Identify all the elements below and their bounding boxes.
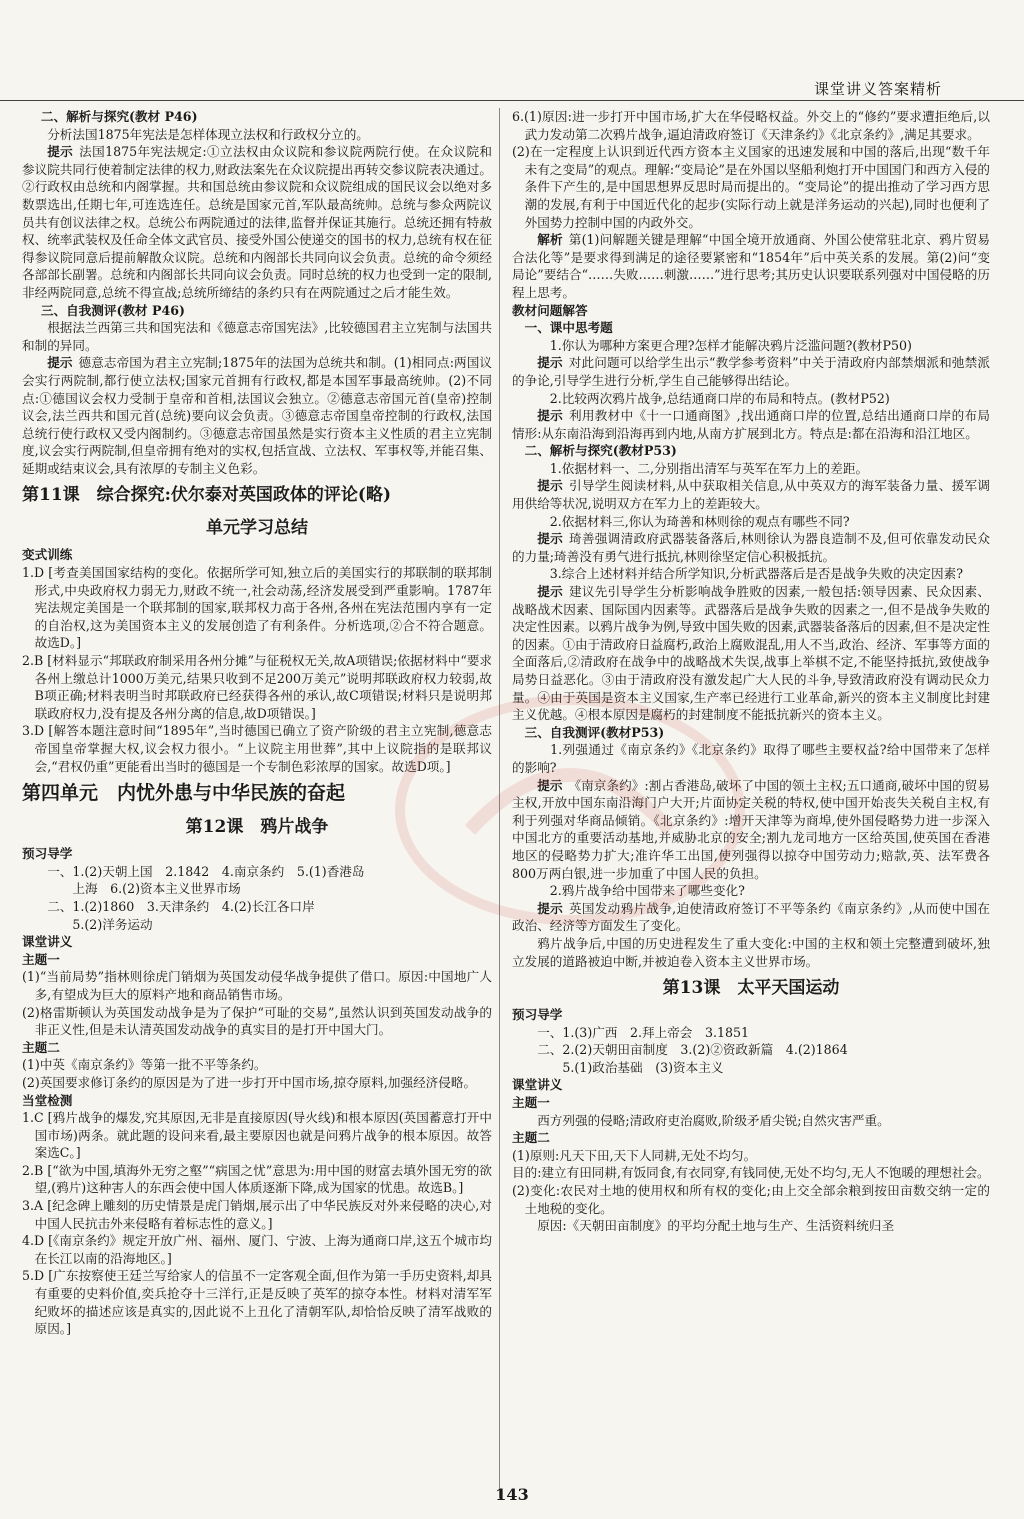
hint-paragraph [512,777,990,883]
paragraph: 原因:《天朝田亩制度》的平均分配土地与生产、生活资料统归圣 [537,1218,895,1234]
paragraph: 鸦片战争后,中国的历史进程发生了重大变化:中国的主权和领土完整遭到破坏,独立发展的道路被迫中断,并被迫卷入资本主义世界市场。 [512,935,990,969]
subheading: 二、解析与探究(教材P53) [512,443,677,459]
answer-item: (2)在一定程度上认识到近代西方资本主义国家的迅速发展和中国的落后,出现“数千年未有之变局”的观点。理解:“变局论”是在外国以坚船利炮打开中国国门和西方入侵的条件下产生的,是中国思想界反思时局而提出的。“变局论”的提出推动了学习西方思潮的发展,有利于中国近代化的起步(实际行动上就是洋务运动的兴起),同时也便利了外国势力控制中国的内政外交。 [512,144,990,230]
paragraph: 上海 6.(2)资本主义世界市场 [47,881,241,897]
answer-item: 1.C [鸦片战争的爆发,究其原因,无非是直接原因(导火线)和根本原因(英国蓄意打开中国市场)两条。就此题的设问来看,最主要原因也就是问鸦片战争的根本原因。故答案选C。] [22,1110,492,1161]
lesson-title: 单元学习总结 [206,518,308,539]
subheading: 预习导学 [512,1007,563,1023]
hint-label: 提示 [537,478,563,494]
hint-text: 法国1875年宪法规定:①立法权由众议院和参议院两院行使。在众议院和参议院共同行使着制定法律的权力,财政法案先在众议院提出再转交参议院表决通过。②行政权由总统和内阁掌握。共和国总统由参议院和众议院组成的国民议会以绝对多数票选出,任期七年,可连选连任。总统是国家元首,军队最高统帅。总统与参众两院议员共有创议法律之权。总统公布两院通过的法律,监督并保证其施行。总统还拥有特赦权、统率武装权及任命全体文武官员、接受外国公使递交的国书的权力,总统有权在征得参议院同意后提前解散众议院。总统和内阁部长共同向议会负责。总统的命令须经各部部长副署。总统和内阁部长共同向议会负责。同时总统的权力也受到一定的限制,非经两院同意,总统不得宣战;总统所缔结的条约只有在两院通过之后才能生效。 [22,144,493,300]
answer-item: 3.A [纪念碑上雕刻的历史情景是虎门销烟,展示出了中华民族反对外来侵略的决心,对中国人民抗击外来侵略有着标志性的意义。] [22,1198,492,1231]
lesson-title: 第13课 太平天国运动 [662,978,840,999]
hint-text: 建议先引导学生分析影响战争胜败的因素,一般包括:领导因素、民众因素、战略战术因素、国际国内因素等。武器落后是战争失败的因素之一,但不是战争失败的决定性因素。以鸦片战争为例,导致中国失败的因素,武器装备落后的因素,但不是决定性的因素。①由于清政府日益腐朽,政治上腐败混乱,用人不当,政治、经济、军事等方面的全面落后,②清政府在战争中的战略战术失误,战事上举棋不定,不能坚持抵抗,致使战争局势日益恶化。③由于清政府没有激发起广大人民的斗争,导致清政府没有调动民众力量。④由于英国是资本主义国家,生产率已经进行工业革命,新兴的资本主义制度比封建主义优越。④根本原因是腐朽的封建制度不能抵抗新兴的资本主义。 [512,584,990,723]
paragraph: 西方列强的侵略;清政府吏治腐败,阶级矛盾尖锐;自然灾害严重。 [537,1112,890,1128]
subheading: 课堂讲义 [22,934,73,950]
paragraph: 1.你认为哪种方案更合理?怎样才能解决鸦片泛滥问题?(教材P50) [537,337,912,353]
subheading: 预习导学 [22,846,73,862]
paragraph: 1.依据材料一、二,分别指出清军与英军在军力上的差距。 [537,460,869,476]
hint-label: 提示 [537,900,563,916]
subheading: 主题二 [512,1130,550,1146]
paragraph: 1.列强通过《南京条约》《北京条约》取得了哪些主要权益?给中国带来了怎样的影响? [512,742,990,775]
lesson-title: 第11课 综合探究:伏尔泰对英国政体的评论(略) [22,485,392,506]
paragraph: 一、1.(2)天朝上国 2.1842 4.南京条约 5.(1)香港岛 [47,863,365,879]
paragraph: 2.比较两次鸦片战争,总结通商口岸的布局和特点。(教材P52) [537,390,890,406]
hint-text: 引导学生阅读材料,从中获取相关信息,从中英双方的海军装备力量、援军调用供给等状况,说明双方在军力上的差距较大。 [512,478,990,512]
subheading: 当堂检测 [22,1092,73,1108]
answer-item: 4.D [《南京条约》规定开放广州、福州、厦门、宁波、上海为通商口岸,这五个城市均在长江以南的沿海地区。] [22,1233,492,1266]
hint-paragraph [512,407,990,442]
hint-paragraph [512,477,990,512]
section-heading: 二、解析与探究(教材 P46) [40,109,198,124]
page-number: 143 [495,1485,529,1504]
answer-item: (2)变化:农民对土地的使用权和所有权的变化;由上交全部余粮到按田亩数交纳一定的土地税的变化。 [512,1183,990,1216]
hint-label: 提示 [537,531,563,547]
paragraph: 3.综合上述材料并结合所学知识,分析武器落后是否是战争失败的决定因素? [537,566,963,582]
subheading: 主题二 [22,1039,60,1055]
answer-item: (1)原则:凡天下田,天下人同耕,无处不均匀。 [512,1147,757,1163]
section-heading: 三、自我测评(教材 P46) [40,302,185,318]
hint-text: 《南京条约》:割占香港岛,破坏了中国的领土主权;五口通商,破坏中国的贸易主权,开放中国东南沿海门户大开;片面协定关税的特权,使中国开始丧失关税自主权,有利于列强对华商品倾销。《北京条约》:增开天津等为商埠,使外国侵略势力进一步深入中国北方的重要活动基地,并威胁北京的安全;割九龙司地方一区给英国,使英国在香港地区的侵略势力扩大;准许华工出国,使列强得以掠夺中国劳动力;赔款,英、法军费各800万两白银,进一步加重了中国人民的负担。 [512,777,991,881]
hint-paragraph [512,530,990,565]
hint-text: 琦善强调清政府武器装备落后,林则徐认为器良造制不及,但可依靠发动民众的力量;琦善没有勇气进行抵抗,林则徐坚定信心积极抵抗。 [512,531,990,564]
right-column [512,108,990,1235]
hint-label: 提示 [537,355,563,371]
answer-item: 5.D [广东按察使王廷兰写给家人的信虽不一定客观全面,但作为第一手历史资料,却具有重要的史料价值,奕兵抢夺十三洋行,正是反映了英军的掠夺本性。材料对清军军纪败坏的描述应该是真实的,因此说不上丑化了清朝军队,却恰恰反映了清军战败的原因。] [22,1268,492,1337]
hint-text: 第(1)问解题关键是理解“中国全境开放通商、外国公使常驻北京、鸦片贸易合法化等”是要求得到满足的途径要紧密和“1854年”后中英关系的发展。第(2)问“变局论”要结合“……失败……刺激……”进行思考;其历史认识要联系列强对中国侵略的历程上思考。 [512,232,991,300]
answer-item: (2)英国要求修订条约的原因是为了进一步打开中国市场,掠夺原料,加强经济侵略。 [22,1074,477,1090]
answer-item: 2.B [“欲为中国,填海外无穷之壑”“病国之忧”意思为:用中国的财富去填外国无穷的欲望,(鸦片)这种害人的东西会使中国人体质逐渐下降,成为国家的忧患。故选B。] [22,1162,492,1196]
hint-label: 提示 [537,777,563,793]
column-divider [499,108,500,1498]
hint-paragraph [22,354,492,477]
subheading: 教材问题解答 [512,302,588,318]
paragraph: 2.鸦片战争给中国带来了哪些变化? [537,883,745,899]
left-column [22,108,492,1338]
answer-item: 1.D [考查美国国家结构的变化。依据所学可知,独立后的美国实行的邦联制的联邦制形式,中央政府权力弱无力,财政不统一,社会动荡,经济发展受到严重影响。1787年宪法规定美国是一个联邦制的国家,联邦权力高于各州,各州在宪法范围内享有一定的自治权,这为美国资本主义的发展创造了有利条件。分析选项,②合不符合题意。故选D。] [22,565,492,651]
subheading: 变式训练 [22,547,73,563]
paragraph: 二、2.(2)天朝田亩制度 3.(2)②资政新篇 4.(2)1864 [537,1042,848,1058]
hint-label: 提示 [537,584,563,600]
answer-item: (1)“当前局势”指林则徐虎门销烟为英国发动侵华战争提供了借口。原因:中国地广人多,有望成为巨大的原料产地和商品销售市场。 [22,969,492,1002]
page-header [0,0,1024,101]
hint-text: 对此问题可以给学生出示“教学参考资料”中关于清政府内部禁烟派和弛禁派的争论,引导学生进行分析,学生自己能够得出结论。 [512,355,990,388]
subheading: 一、课中思考题 [512,320,613,336]
hint-text: 利用教材中《十一口通商图》,找出通商口岸的位置,总结出通商口岸的布局情形:从东南沿海到沿海再到内地,从南方扩展到北方。特点是:都在沿海和沿江地区。 [512,408,990,441]
answer-item: 目的:建立有田同耕,有饭同食,有衣同穿,有钱同使,无处不均匀,无人不饱暖的理想社会。 [512,1165,990,1181]
answer-item: 6.(1)原因:进一步打开中国市场,扩大在华侵略权益。外交上的“修约”要求遭拒绝后,以武力发动第二次鸦片战争,逼迫清政府签订《天津条约》《北京条约》,满足其要求。 [512,109,990,142]
answer-item: (2)格雷斯顿认为英国发动战争是为了保护“可耻的交易”,虽然认识到英国发动战争的非正义性,但是未认清英国发动战争的真实目的是打开中国大门。 [22,1004,492,1038]
hint-label: 提示 [537,408,563,424]
answer-item: (1)中英《南京条约》等第一批不平等条约。 [22,1057,267,1073]
hint-label: 提示 [47,355,73,371]
hint-paragraph [512,354,990,389]
paragraph: 5.(2)洋务运动 [47,916,153,932]
hint-label: 提示 [47,144,74,160]
subheading: 三、自我测评(教材P53) [512,724,665,740]
hint-text: 英国发动鸦片战争,迫使清政府签订不平等条约《南京条约》,从而使中国在政治、经济等方面发生了变化。 [512,900,990,934]
subheading: 主题一 [512,1095,550,1111]
hint-paragraph [512,583,990,724]
subheading: 主题一 [22,951,60,967]
paragraph: 二、1.(2)1860 3.天津条约 4.(2)长江各口岸 [47,898,315,914]
paragraph: 一、1.(3)广西 2.拜上帝会 3.1851 [537,1024,750,1040]
answer-item: 2.B [材料显示“邦联政府制采用各州分摊”与征税权无关,故A项错误;依据材料中“要求各州上缴总计1000万美元,结果只收到不足200万美元”说明邦联政府权力较弱,故B项正确;材料表明当时邦联政府已经获得各州的承认,故C项错误;材料只是说明邦联政府权力,没有提及各州分离的信息,故D项错误。] [22,653,492,721]
paragraph: 2.依据材料三,你认为琦善和林则徐的观点有哪些不同? [537,513,850,529]
hint-label: 解析 [537,232,563,248]
header-title: 课堂讲义答案精析 [813,80,942,98]
unit-title: 第四单元 内忧外患与中华民族的奋起 [22,782,346,805]
answer-item: 3.D [解答本题注意时间“1895年”,当时德国已确立了资产阶级的君主立宪制,德意志帝国皇帝掌握大权,议会权力很小。“上议院主用世葬”,其中上议院指的是联邦议会,“君权仍重”更能看出当时的德国是一个专制色彩浓厚的国家。故选D项。] [22,723,492,774]
hint-text: 德意志帝国为君主立宪制;1875年的法国为总统共和制。(1)相同点:两国议会实行两院制,都行使立法权;国家元首拥有行政权,都是本国军事最高统帅。(2)不同点:①德国议会权力受制于皇帝和首相,法国议会独立。②德意志帝国元首(皇帝)控制议会,法兰西共和国元首(总统)要向议会负责。③德意志帝国皇帝控制的行政权,法国总统行使行政权又受内阁制约。③德意志帝国虽然是实行资本主义性质的君主立宪制度,议会实行两院制,但皇帝拥有绝对的实权,包括宣战、立法权、军事权等,并能召集、延期或结束议会,具有浓厚的专制主义色彩。 [22,355,492,476]
paragraph: 根据法兰西第三共和国宪法和《德意志帝国宪法》,比较德国君主立宪制与法国共和制的异同。 [22,320,492,353]
hint-paragraph [22,143,492,301]
hint-paragraph [512,231,990,301]
subheading: 课堂讲义 [512,1077,563,1093]
hint-paragraph [512,900,990,935]
lesson-title: 第12课 鸦片战争 [185,817,329,838]
paragraph: 5.(1)政治基础 (3)资本主义 [537,1059,724,1075]
paragraph: 分析法国1875年宪法是怎样体现立法权和行政权分立的。 [47,126,369,142]
